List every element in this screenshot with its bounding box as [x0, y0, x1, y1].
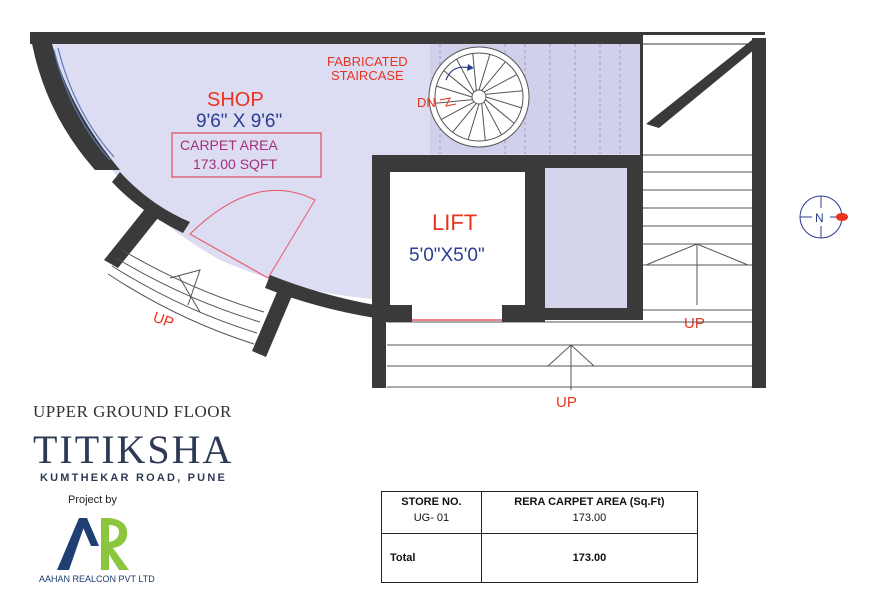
total-value: 173.00 [481, 533, 697, 582]
col-header-area: RERA CARPET AREA (Sq.Ft) [481, 492, 697, 513]
project-by-label: Project by [68, 494, 117, 506]
lift-wall-bottom-l [390, 305, 412, 322]
shaft-wall-right [627, 155, 643, 320]
total-row [382, 533, 698, 582]
lift-wall-left [372, 155, 390, 322]
top-wall [30, 32, 642, 44]
right-up-label: UP [684, 315, 705, 332]
compass-letter: N [815, 211, 824, 225]
staircase-dn-label: DN [417, 95, 436, 110]
right-diagonal-wall [646, 40, 766, 128]
spiral-staircase [429, 47, 529, 147]
project-name: TITIKSHA [33, 427, 234, 472]
col-header-store: STORE NO. [382, 492, 482, 513]
company-name: AAHAN REALCON PVT LTD [39, 574, 155, 584]
lift-wall-right [525, 155, 545, 322]
right-stair-treads [643, 155, 752, 310]
total-label: Total [382, 533, 482, 582]
staircase-label-2: STAIRCASE [331, 68, 404, 83]
north-compass [800, 196, 848, 238]
lift-dimensions: 5'0"X5'0" [409, 245, 485, 266]
bottom-stair-treads [387, 322, 752, 390]
carpet-area-label: CARPET AREA [180, 137, 278, 153]
shop-dimensions: 9'6" X 9'6" [196, 111, 283, 132]
lift-wall-top [372, 155, 544, 172]
entry-up-label: UP [150, 308, 177, 332]
lift-name: LIFT [432, 210, 478, 235]
company-logo [55, 512, 135, 574]
shop-name: SHOP [207, 89, 264, 111]
right-wall-east [752, 38, 766, 388]
bottom-up-label: UP [556, 394, 577, 411]
store-no-cell: UG- 01 [382, 512, 482, 533]
carpet-area-value: 173.00 SQFT [193, 156, 278, 172]
project-address: KUMTHEKAR ROAD, PUNE [40, 472, 227, 484]
bottom-stair-wall [372, 318, 386, 388]
shaft-floor [545, 168, 630, 308]
entry-wall-left [104, 205, 162, 268]
top-wall-right [640, 32, 765, 35]
rera-area-table [381, 491, 698, 583]
staircase-label-1: FABRICATED [327, 54, 408, 69]
floor-title: UPPER GROUND FLOOR [33, 402, 232, 421]
shaft-wall-bottom [545, 308, 643, 320]
lift-wall-bottom-r [502, 305, 525, 322]
area-cell: 173.00 [481, 512, 697, 533]
table-row [382, 512, 698, 533]
lift-floor [390, 172, 525, 305]
